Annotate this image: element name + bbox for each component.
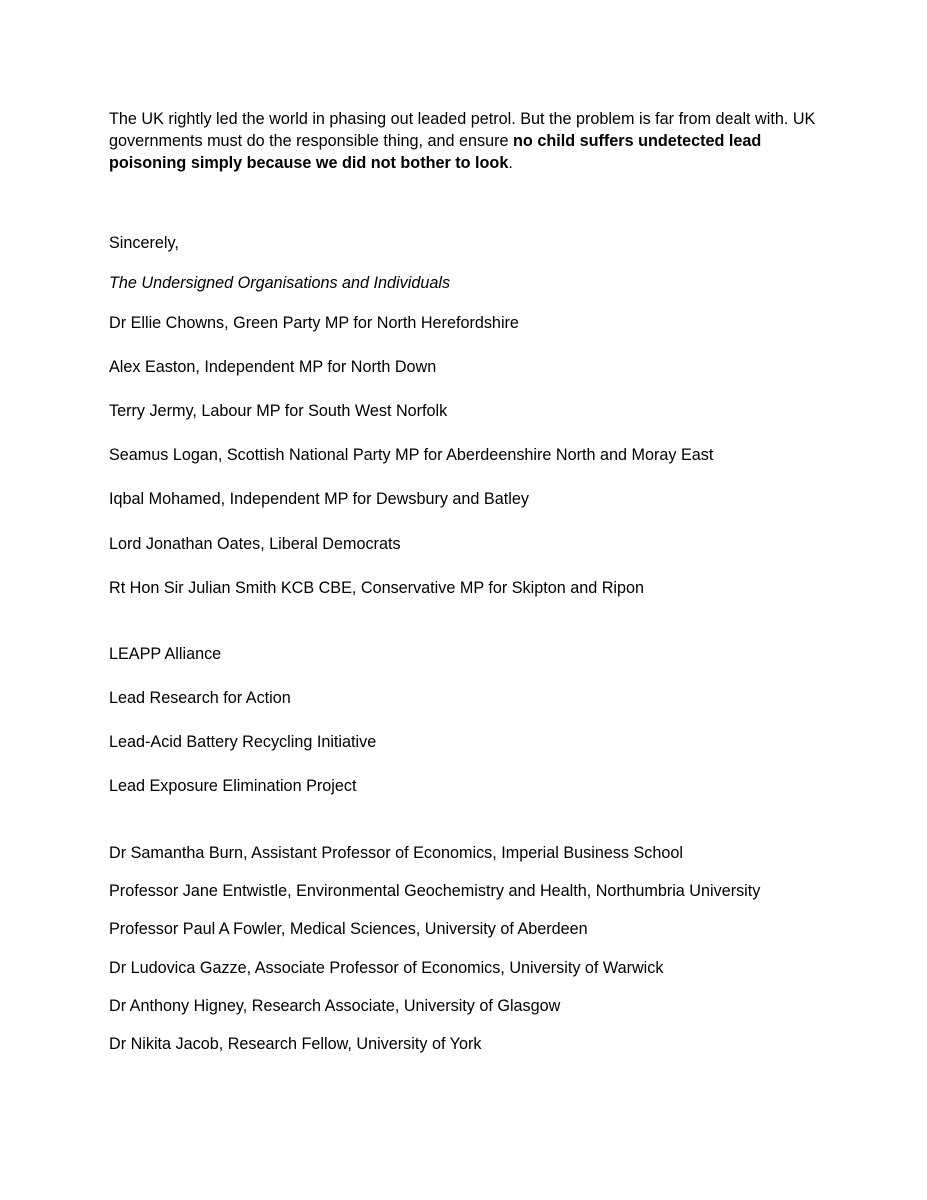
signatory-organisation: Lead Research for Action xyxy=(109,689,291,707)
signatory-mp: Seamus Logan, Scottish National Party MP for Aberdeenshire North and Moray East xyxy=(109,446,714,464)
signatories-heading: The Undersigned Organisations and Individuals xyxy=(109,274,451,292)
signatory-academic: Professor Jane Entwistle, Environmental Geochemistry and Health, Northumbria University xyxy=(109,882,761,900)
intro-text-2: . xyxy=(508,154,513,172)
signatory-mp: Alex Easton, Independent MP for North Down xyxy=(109,358,437,376)
signatory-mp: Iqbal Mohamed, Independent MP for Dewsbury and Batley xyxy=(109,490,529,508)
signatory-mp: Terry Jermy, Labour MP for South West Norfolk xyxy=(109,402,448,420)
signatory-mp: Lord Jonathan Oates, Liberal Democrats xyxy=(109,535,401,553)
signatory-academic: Dr Ludovica Gazze, Associate Professor of Economics, University of Warwick xyxy=(109,959,664,977)
signatory-academic: Professor Paul A Fowler, Medical Sciences, University of Aberdeen xyxy=(109,920,588,938)
closing-salutation: Sincerely, xyxy=(109,234,179,252)
signatory-organisation: Lead Exposure Elimination Project xyxy=(109,777,357,795)
signatory-mp: Rt Hon Sir Julian Smith KCB CBE, Conservative MP for Skipton and Ripon xyxy=(109,579,645,597)
signatory-academic: Dr Samantha Burn, Assistant Professor of Economics, Imperial Business School xyxy=(109,844,684,862)
intro-paragraph xyxy=(109,108,839,174)
intro-bold-text: no child suffers undetected lead poisoning simply because we did not bother to look xyxy=(109,132,762,172)
signatory-organisation: LEAPP Alliance xyxy=(109,645,222,663)
intro-text-1: The UK rightly led the world in phasing out leaded petrol. But the problem is far from dealt with. UK governments must do the responsible thing, and ensure xyxy=(109,110,816,150)
signatory-organisation: Lead-Acid Battery Recycling Initiative xyxy=(109,733,377,751)
signatory-academic: Dr Nikita Jacob, Research Fellow, University of York xyxy=(109,1035,482,1053)
signatory-academic: Dr Anthony Higney, Research Associate, University of Glasgow xyxy=(109,997,561,1015)
signatory-mp: Dr Ellie Chowns, Green Party MP for North Herefordshire xyxy=(109,314,519,332)
